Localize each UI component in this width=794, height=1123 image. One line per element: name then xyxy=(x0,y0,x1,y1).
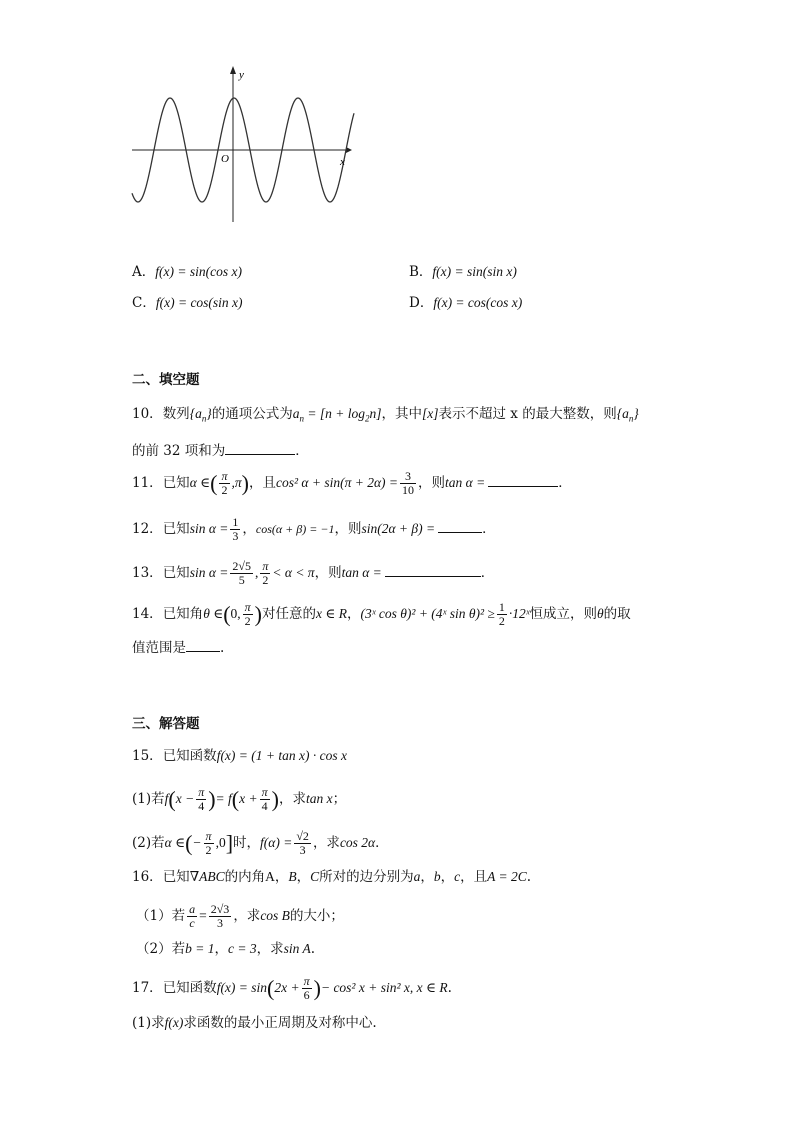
option-b-expr: f(x) = sin(sin x) xyxy=(432,264,517,279)
section-3-title: 三、解答题 xyxy=(132,716,200,732)
question-13: 13．已知sin α = $\frac{2√5}{5}$ , $\frac{\pi}{2}$ < α < π，则tan α = ． xyxy=(132,559,495,587)
question-10-line2: 的前 32 项和为 ． xyxy=(132,440,309,461)
y-axis-arrow xyxy=(230,66,236,74)
question-10: 10．数列$\{a_n\}$的通项公式为$a_n = [n + \log_2n]$，其中[x]表示不超过 x 的最大整数，则$\{a_n\}$ xyxy=(132,406,639,424)
answer-blank-10[interactable] xyxy=(225,440,295,455)
question-16-part-2: （2）若b = 1，c = 3，求sin A. xyxy=(136,941,316,957)
question-17: 17．已知函数f(x) = sin(2x + $\frac{\pi}{6}$ )− cos² x + sin² x, x ∈ R. xyxy=(132,974,452,1002)
question-15-part-1: (1)若f(x − $\frac{\pi}{4}$ )= f(x + $\frac{\pi}{4}$ )，求tan x； xyxy=(132,785,347,813)
function-graph xyxy=(128,62,360,227)
answer-blank-11[interactable] xyxy=(488,472,558,487)
question-11: 11．已知α ∈( $\frac{\pi}{2}$ ,π)，且cos² α + sin(π + 2α) = $\frac{3}{10}$ ，则tan α = ． xyxy=(132,469,572,497)
option-c[interactable]: C．f(x) = cos(sin x) xyxy=(132,295,243,311)
option-a-expr: f(x) = sin(cos x) xyxy=(155,264,242,279)
option-c-expr: f(x) = cos(sin x) xyxy=(155,295,243,310)
question-15-part-2: (2)若α ∈(− $\frac{\pi}{2}$ ,0]时，f(α) = $\frac{√2}{3}$ ，求cos 2α． xyxy=(132,829,389,857)
question-14-line2: 值范围是 . xyxy=(132,637,224,658)
option-a[interactable]: A．f(x) = sin(cos x) xyxy=(132,264,242,280)
origin-label: O xyxy=(221,153,229,165)
option-d-expr: f(x) = cos(cos x) xyxy=(433,295,523,310)
question-12: 12．已知sin α = $\frac{1}{3}$ ，cos(α + β) = −1，则sin(2α + β) = ． xyxy=(132,515,496,543)
option-b[interactable]: B．f(x) = sin(sin x) xyxy=(409,264,517,280)
section-2-title: 二、填空题 xyxy=(132,372,200,388)
question-14: 14．已知角θ ∈(0, $\frac{\pi}{2}$ )对任意的x ∈ R，(3ˣ cos θ)² + (4ˣ sin θ)² ≥ $\frac{1}{2}$ ·12ˣ恒成立，则θ的取 xyxy=(132,600,631,628)
answer-blank-14[interactable] xyxy=(186,637,220,652)
question-15: 15．已知函数f(x) = (1 + tan x) · cos x xyxy=(132,748,347,764)
option-d[interactable]: D．f(x) = cos(cos x) xyxy=(409,295,523,311)
question-17-part-1: (1)求f(x)求函数的最小正周期及对称中心. xyxy=(132,1015,377,1031)
y-axis-label: y xyxy=(239,69,244,81)
x-axis-label: x xyxy=(340,156,345,168)
answer-blank-13[interactable] xyxy=(385,562,481,577)
answer-blank-12[interactable] xyxy=(438,518,482,533)
question-16-part-1: （1）若 $\frac{a}{c}$ = $\frac{2√3}{3}$ ，求cos B的大小； xyxy=(136,902,344,930)
question-16: 16．已知∇ABC的内角A，B，C所对的边分别为a，b，c，且A = 2C. xyxy=(132,869,532,885)
